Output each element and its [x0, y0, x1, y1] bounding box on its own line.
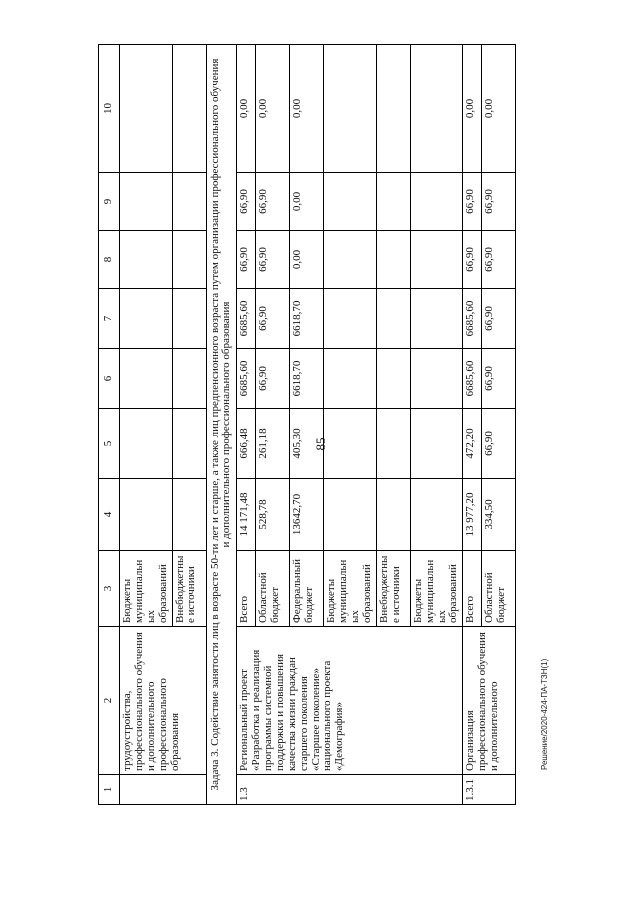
page-number: 85 [313, 437, 328, 451]
value-cell: 66,90 [463, 173, 482, 231]
source-cell: Всего [463, 551, 482, 627]
header-cell: 2 [99, 627, 120, 775]
value-cell: 334,50 [482, 479, 516, 551]
cont-name-cell: трудоустройства, профессионального обучения и дополнительного профессионального образования [120, 627, 207, 775]
source-cell: Бюджеты муниципальных образований [120, 551, 173, 627]
value-cell: 528,78 [256, 479, 290, 551]
value-cell: 13 977,20 [463, 479, 482, 551]
value-cell: 6685,60 [463, 289, 482, 349]
table-row [120, 45, 173, 805]
source-cell: Областной бюджет [482, 551, 516, 627]
value-cell: 66,90 [482, 173, 516, 231]
header-cell: 3 [99, 551, 120, 627]
value-cell: 66,90 [482, 409, 516, 479]
value-cell: 0,00 [290, 45, 324, 173]
header-cell: 10 [99, 45, 120, 173]
header-cell: 7 [99, 289, 120, 349]
header-cell: 5 [99, 409, 120, 479]
task-heading: Задача 3. Содействие занятости лиц в возрасте 50-ти лет и старше, а также лиц предпенсионного возраста путем организации профессионального обучения и дополнительного профессионального образования [206, 45, 237, 805]
value-cell: 66,90 [237, 173, 256, 231]
value-cell: 0,00 [290, 231, 324, 289]
header-cell: 8 [99, 231, 120, 289]
row-number: 1.3.1 [463, 775, 516, 805]
value-cell: 66,90 [256, 231, 290, 289]
source-cell: Бюджеты муниципальных образований [410, 551, 463, 627]
header-row [99, 45, 120, 805]
budget-table [98, 44, 516, 805]
task-row [206, 45, 237, 805]
value-cell: 13642,70 [290, 479, 324, 551]
value-cell: 66,90 [482, 231, 516, 289]
value-cell: 0,00 [463, 45, 482, 173]
source-cell: Внебюджетные источники [376, 551, 410, 627]
value-cell: 66,90 [256, 173, 290, 231]
value-cell: 66,90 [256, 289, 290, 349]
value-cell: 66,90 [482, 349, 516, 409]
header-cell: 9 [99, 173, 120, 231]
value-cell: 66,90 [482, 289, 516, 349]
header-cell: 1 [99, 775, 120, 805]
header-cell: 4 [99, 479, 120, 551]
table-row [237, 45, 256, 805]
value-cell: 405,30 [290, 409, 324, 479]
header-cell: 6 [99, 349, 120, 409]
value-cell: 6618,70 [290, 289, 324, 349]
value-cell: 66,90 [256, 349, 290, 409]
value-cell: 0,00 [256, 45, 290, 173]
value-cell: 666,48 [237, 409, 256, 479]
value-cell: 6685,60 [237, 349, 256, 409]
row-number: 1.3 [237, 775, 463, 805]
source-cell: Бюджеты муниципальных образований [324, 551, 377, 627]
value-cell: 0,00 [290, 173, 324, 231]
source-cell: Областной бюджет [256, 551, 290, 627]
value-cell: 6685,60 [237, 289, 256, 349]
document-id: Решение/2020-424-ПА-ТЗН(1) [540, 658, 549, 770]
cont-num-cell [120, 775, 207, 805]
value-cell: 14 171,48 [237, 479, 256, 551]
value-cell: 472,20 [463, 409, 482, 479]
source-cell: Всего [237, 551, 256, 627]
value-cell: 261,18 [256, 409, 290, 479]
source-cell: Федеральный бюджет [290, 551, 324, 627]
rotated-table-container [98, 45, 568, 805]
source-cell: Внебюджетные источники [172, 551, 206, 627]
value-cell: 0,00 [482, 45, 516, 173]
value-cell: 6618,70 [290, 349, 324, 409]
project-name: Региональный проект «Разработка и реализация программы системной поддержки и повышения качества жизни граждан старшего поколения «Старшее поколение» национального проекта «Демография» [237, 627, 463, 775]
value-cell: 0,00 [237, 45, 256, 173]
value-cell: 6685,60 [463, 349, 482, 409]
value-cell: 66,90 [237, 231, 256, 289]
table-row [463, 45, 482, 805]
value-cell: 66,90 [463, 231, 482, 289]
project-name: Организация профессионального обучения и дополнительного [463, 627, 516, 775]
